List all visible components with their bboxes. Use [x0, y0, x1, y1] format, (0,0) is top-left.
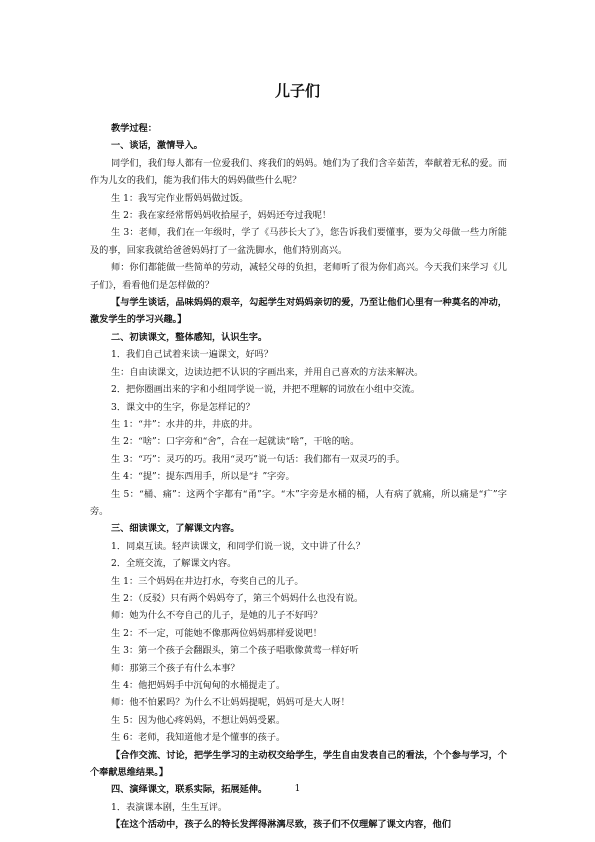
commentary-paragraph: 【在这个活动中，孩子么的特长发挥得淋漓尽致，孩子们不仅理解了课文内容，他们 — [111, 819, 451, 831]
paragraph: 师：她为什么不夸自己的儿子，是她的儿子不好吗？ — [111, 610, 323, 622]
paragraph: 1．表演课本剧，生生互评。 — [111, 801, 228, 813]
paragraph: 生 5：“桶、痛”：这两个字都有“甬”字。“木”字旁是水桶的桶，人有病了就痛，所以痛是“疒”字旁。 — [90, 488, 507, 517]
document-body — [90, 120, 507, 834]
paragraph: 生 3：老师，我们在一年级时，学了《马莎长大了》，您告诉我们要懂事，要为父母做一些力所能及的事，回家我就给爸爸妈妈打了一盆洗脚水，他们特别高兴。 — [90, 227, 507, 256]
paragraph: 教学过程： — [111, 123, 157, 134]
paragraph: 生 4：“提”：提东西用手，所以是“扌”字旁。 — [111, 471, 295, 483]
paragraph: 2．把你圈画出来的字和小组同学说一说，并把不理解的词放在小组中交流。 — [111, 384, 421, 396]
paragraph: 生 2：我在家经常帮妈妈收拾屋子，妈妈还夸过我呢！ — [111, 210, 332, 222]
section-heading: 二、初读课文，整体感知，认识生字。 — [111, 331, 268, 343]
paragraph: 1．同桌互读。轻声读课文，和同学们说一说，文中讲了什么？ — [111, 540, 365, 552]
paragraph: 同学们，我们每人都有一位爱我们、疼我们的妈妈。她们为了我们含辛茹苦，奉献着无私的爱。而作为儿女的我们，能为我们伟大的妈妈做些什么呢？ — [90, 157, 507, 187]
paragraph: 生 1：“井”：水井的井，井底的井。 — [111, 418, 258, 430]
paragraph: 生 1：我写完作业帮妈妈做过饭。 — [111, 192, 249, 204]
commentary-paragraph: 【与学生谈话，品味妈妈的艰辛，勾起学生对妈妈亲切的爱，乃至让他们心里有一种莫名的冲动，激发学生的学习兴趣。】 — [90, 297, 507, 326]
paragraph: 3．课文中的生字，你是怎样记的？ — [111, 401, 255, 413]
section-heading: 四、演绎课文，联系实际，拓展延伸。 — [111, 784, 268, 796]
section-heading: 一、谈话，激情导入。 — [111, 140, 203, 152]
paragraph: 生 2：不一定，可能她不像那两位妈妈那样爱说吧！ — [111, 627, 322, 639]
paragraph: 生 5：因为他心疼妈妈，不想让妈妈受累。 — [111, 714, 286, 726]
paragraph: 师：你们都能做一些简单的劳动，减轻父母的负担，老师听了很为你们高兴。今天我们来学习《儿子们》，看看他们是怎样做的？ — [90, 262, 507, 291]
paragraph: 生 6：老师，我知道他才是个懂事的孩子。 — [111, 732, 286, 744]
paragraph: 生：自由读课文，边读边把不认识的字画出来，并用自己喜欢的方法来解决。 — [111, 366, 424, 378]
paragraph: 生 4：他把妈妈手中沉甸甸的水桶提走了。 — [111, 680, 286, 691]
page-number: 1 — [294, 784, 301, 794]
paragraph: 1．我们自己试着来读一遍课文，好吗？ — [111, 349, 274, 361]
paragraph: 生 3：第一个孩子会翻跟头，第二个孩子唱歌像黄莺一样好听 — [111, 645, 359, 657]
paragraph: 生 2：（反驳）只有两个妈妈夸了，第三个妈妈什么也没有说。 — [111, 592, 364, 604]
section-heading: 三、细读课文，了解课文内容。 — [111, 523, 240, 535]
paragraph: 师：那第三个孩子有什么本事？ — [111, 662, 240, 674]
paragraph: 师：他不怕累吗？为什么不让妈妈提呢，妈妈可是大人呀！ — [111, 697, 350, 709]
paragraph: 生 2：“啥”：口字旁和“舍”，合在一起就读“啥”，干啥的啥。 — [111, 436, 360, 448]
page-title: 儿子们 — [274, 82, 320, 100]
paragraph: 生 1：三个妈妈在井边打水，夸奖自己的儿子。 — [111, 575, 304, 587]
commentary-paragraph: 【合作交流、讨论，把学生学习的主动权交给学生，学生自由发表自己的看法，个个参与学习，个个奉献思维结果。】 — [90, 749, 507, 779]
paragraph: 生 3：“巧”：灵巧的巧。我用“灵巧”说一句话：我们都有一双灵巧的手。 — [111, 453, 405, 465]
paragraph: 2．全班交流，了解课文内容。 — [111, 558, 237, 570]
